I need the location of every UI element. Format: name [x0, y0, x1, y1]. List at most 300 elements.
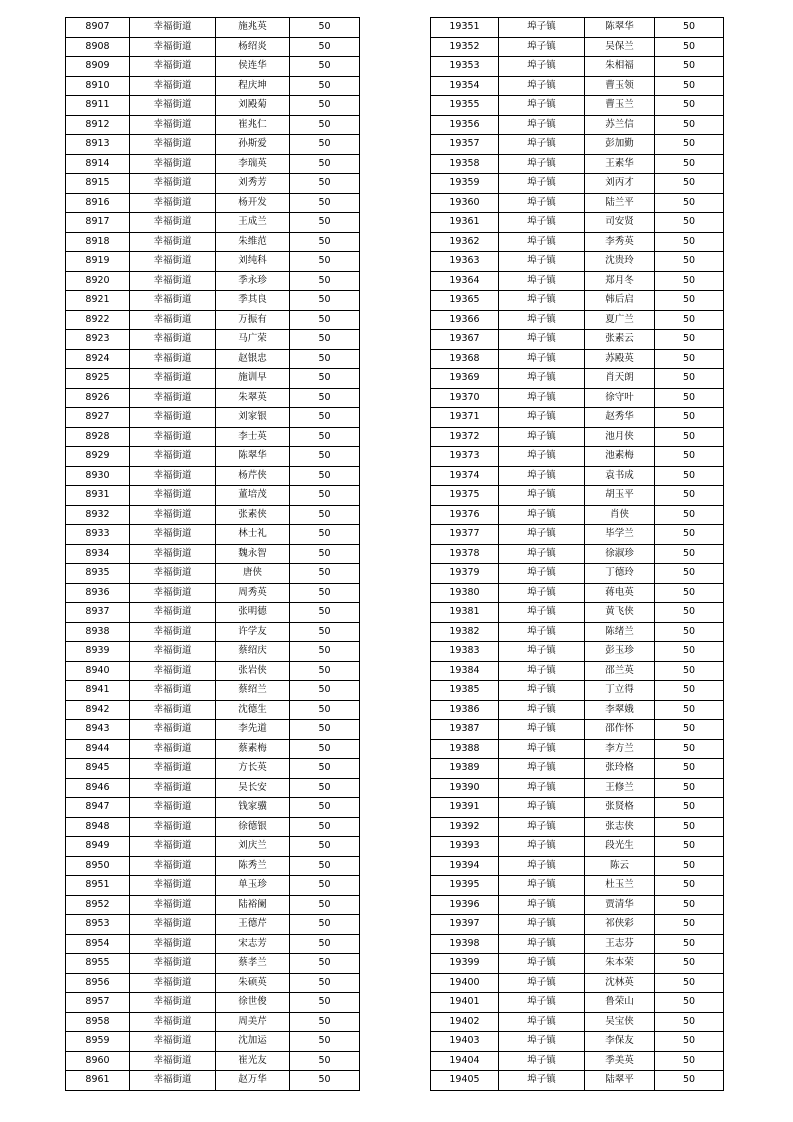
record-number-cell: 19358 — [431, 154, 499, 174]
amount-cell: 50 — [290, 798, 360, 818]
person-name-cell: 徐守叶 — [585, 388, 655, 408]
person-name-cell: 黄飞侠 — [585, 603, 655, 623]
record-number-cell: 19378 — [431, 544, 499, 564]
person-name-cell: 陈绪兰 — [585, 622, 655, 642]
table-row — [66, 408, 360, 428]
amount-cell: 50 — [655, 720, 724, 740]
table-row — [66, 759, 360, 779]
district-cell: 埠子镇 — [499, 154, 585, 174]
person-name-cell: 毕学兰 — [585, 525, 655, 545]
table-row — [66, 700, 360, 720]
table-row — [431, 876, 724, 896]
table-row — [431, 681, 724, 701]
record-number-cell: 19397 — [431, 915, 499, 935]
district-cell: 埠子镇 — [499, 720, 585, 740]
table-row — [66, 1051, 360, 1071]
record-number-cell: 19373 — [431, 447, 499, 467]
amount-cell: 50 — [655, 895, 724, 915]
record-number-cell: 8929 — [66, 447, 130, 467]
person-name-cell: 李先道 — [216, 720, 290, 740]
district-cell: 幸福街道 — [130, 193, 216, 213]
amount-cell: 50 — [290, 115, 360, 135]
record-number-cell: 8939 — [66, 642, 130, 662]
table-row — [431, 369, 724, 389]
table-row — [66, 642, 360, 662]
table-row — [66, 876, 360, 896]
table-row — [66, 193, 360, 213]
person-name-cell: 陈秀兰 — [216, 856, 290, 876]
amount-cell: 50 — [290, 310, 360, 330]
amount-cell: 50 — [290, 681, 360, 701]
person-name-cell: 刘秀芳 — [216, 174, 290, 194]
district-cell: 幸福街道 — [130, 76, 216, 96]
record-number-cell: 19359 — [431, 174, 499, 194]
table-row — [431, 427, 724, 447]
amount-cell: 50 — [290, 427, 360, 447]
district-cell: 幸福街道 — [130, 1051, 216, 1071]
person-name-cell: 丁立得 — [585, 681, 655, 701]
amount-cell: 50 — [655, 369, 724, 389]
district-cell: 埠子镇 — [499, 252, 585, 272]
table-row — [66, 154, 360, 174]
amount-cell: 50 — [655, 388, 724, 408]
record-number-cell: 19399 — [431, 954, 499, 974]
amount-cell: 50 — [290, 544, 360, 564]
amount-cell: 50 — [655, 622, 724, 642]
amount-cell: 50 — [655, 700, 724, 720]
amount-cell: 50 — [655, 934, 724, 954]
record-number-cell: 19380 — [431, 583, 499, 603]
record-number-cell: 19398 — [431, 934, 499, 954]
table-row — [66, 427, 360, 447]
amount-cell: 50 — [655, 544, 724, 564]
table-row — [431, 525, 724, 545]
amount-cell: 50 — [655, 427, 724, 447]
right-table — [430, 17, 724, 1091]
person-name-cell: 张岩侠 — [216, 661, 290, 681]
person-name-cell: 吴宝侠 — [585, 1012, 655, 1032]
district-cell: 埠子镇 — [499, 408, 585, 428]
table-row — [431, 213, 724, 233]
table-row — [431, 57, 724, 77]
table-row — [66, 973, 360, 993]
amount-cell: 50 — [655, 1071, 724, 1091]
district-cell: 幸福街道 — [130, 18, 216, 38]
table-row — [431, 408, 724, 428]
amount-cell: 50 — [290, 57, 360, 77]
record-number-cell: 19356 — [431, 115, 499, 135]
district-cell: 幸福街道 — [130, 837, 216, 857]
district-cell: 幸福街道 — [130, 213, 216, 233]
record-number-cell: 19372 — [431, 427, 499, 447]
table-row — [66, 564, 360, 584]
record-number-cell: 8955 — [66, 954, 130, 974]
record-number-cell: 8954 — [66, 934, 130, 954]
record-number-cell: 8960 — [66, 1051, 130, 1071]
record-number-cell: 19367 — [431, 330, 499, 350]
person-name-cell: 侯连华 — [216, 57, 290, 77]
amount-cell: 50 — [655, 759, 724, 779]
district-cell: 幸福街道 — [130, 759, 216, 779]
amount-cell: 50 — [655, 154, 724, 174]
amount-cell: 50 — [290, 232, 360, 252]
amount-cell: 50 — [655, 1012, 724, 1032]
amount-cell: 50 — [655, 291, 724, 311]
table-row — [66, 778, 360, 798]
amount-cell: 50 — [655, 583, 724, 603]
table-row — [66, 856, 360, 876]
table-row — [431, 759, 724, 779]
person-name-cell: 沈林英 — [585, 973, 655, 993]
amount-cell: 50 — [290, 603, 360, 623]
table-row — [431, 661, 724, 681]
district-cell: 幸福街道 — [130, 115, 216, 135]
amount-cell: 50 — [655, 408, 724, 428]
person-name-cell: 肖侠 — [585, 505, 655, 525]
amount-cell: 50 — [655, 915, 724, 935]
record-number-cell: 19402 — [431, 1012, 499, 1032]
person-name-cell: 张素侠 — [216, 505, 290, 525]
amount-cell: 50 — [290, 739, 360, 759]
district-cell: 埠子镇 — [499, 310, 585, 330]
district-cell: 埠子镇 — [499, 564, 585, 584]
person-name-cell: 张贤格 — [585, 798, 655, 818]
district-cell: 埠子镇 — [499, 934, 585, 954]
district-cell: 幸福街道 — [130, 37, 216, 57]
record-number-cell: 8949 — [66, 837, 130, 857]
record-number-cell: 8916 — [66, 193, 130, 213]
person-name-cell: 池月侠 — [585, 427, 655, 447]
table-row — [66, 505, 360, 525]
district-cell: 幸福街道 — [130, 915, 216, 935]
table-row — [66, 954, 360, 974]
table-row — [431, 837, 724, 857]
amount-cell: 50 — [290, 1012, 360, 1032]
table-row — [431, 193, 724, 213]
record-number-cell: 19383 — [431, 642, 499, 662]
table-row — [431, 18, 724, 38]
district-cell: 埠子镇 — [499, 447, 585, 467]
record-number-cell: 19354 — [431, 76, 499, 96]
person-name-cell: 马广荣 — [216, 330, 290, 350]
table-row — [66, 798, 360, 818]
district-cell: 埠子镇 — [499, 525, 585, 545]
person-name-cell: 曹玉兰 — [585, 96, 655, 116]
district-cell: 埠子镇 — [499, 681, 585, 701]
person-name-cell: 袁书成 — [585, 466, 655, 486]
district-cell: 幸福街道 — [130, 1032, 216, 1052]
district-cell: 幸福街道 — [130, 427, 216, 447]
person-name-cell: 杨开发 — [216, 193, 290, 213]
record-number-cell: 19384 — [431, 661, 499, 681]
amount-cell: 50 — [655, 447, 724, 467]
table-row — [431, 1071, 724, 1091]
table-row — [66, 388, 360, 408]
amount-cell: 50 — [290, 486, 360, 506]
amount-cell: 50 — [290, 700, 360, 720]
left-table-body — [66, 18, 360, 1091]
amount-cell: 50 — [655, 76, 724, 96]
person-name-cell: 祁侠彩 — [585, 915, 655, 935]
table-row — [431, 564, 724, 584]
person-name-cell: 胡玉平 — [585, 486, 655, 506]
amount-cell: 50 — [290, 349, 360, 369]
table-row — [66, 544, 360, 564]
district-cell: 幸福街道 — [130, 700, 216, 720]
table-row — [66, 330, 360, 350]
table-row — [66, 466, 360, 486]
district-cell: 埠子镇 — [499, 76, 585, 96]
district-cell: 幸福街道 — [130, 135, 216, 155]
person-name-cell: 王成兰 — [216, 213, 290, 233]
table-row — [431, 954, 724, 974]
table-row — [66, 37, 360, 57]
person-name-cell: 崔光友 — [216, 1051, 290, 1071]
district-cell: 埠子镇 — [499, 817, 585, 837]
record-number-cell: 19364 — [431, 271, 499, 291]
amount-cell: 50 — [655, 564, 724, 584]
amount-cell: 50 — [290, 915, 360, 935]
person-name-cell: 施兆英 — [216, 18, 290, 38]
table-row — [66, 681, 360, 701]
table-row — [431, 583, 724, 603]
district-cell: 幸福街道 — [130, 252, 216, 272]
table-row — [431, 739, 724, 759]
record-number-cell: 19404 — [431, 1051, 499, 1071]
district-cell: 幸福街道 — [130, 447, 216, 467]
record-number-cell: 8911 — [66, 96, 130, 116]
district-cell: 埠子镇 — [499, 700, 585, 720]
record-number-cell: 19395 — [431, 876, 499, 896]
record-number-cell: 8944 — [66, 739, 130, 759]
record-number-cell: 19352 — [431, 37, 499, 57]
record-number-cell: 19393 — [431, 837, 499, 857]
record-number-cell: 19401 — [431, 993, 499, 1013]
person-name-cell: 季永珍 — [216, 271, 290, 291]
person-name-cell: 蔡绍庆 — [216, 642, 290, 662]
table-row — [431, 232, 724, 252]
record-number-cell: 19389 — [431, 759, 499, 779]
record-number-cell: 8948 — [66, 817, 130, 837]
record-number-cell: 8919 — [66, 252, 130, 272]
amount-cell: 50 — [655, 798, 724, 818]
amount-cell: 50 — [655, 681, 724, 701]
table-row — [431, 973, 724, 993]
person-name-cell: 吴保兰 — [585, 37, 655, 57]
person-name-cell: 肖天朗 — [585, 369, 655, 389]
record-number-cell: 19382 — [431, 622, 499, 642]
district-cell: 埠子镇 — [499, 369, 585, 389]
person-name-cell: 单玉珍 — [216, 876, 290, 896]
amount-cell: 50 — [290, 622, 360, 642]
record-number-cell: 19391 — [431, 798, 499, 818]
record-number-cell: 8942 — [66, 700, 130, 720]
district-cell: 幸福街道 — [130, 856, 216, 876]
person-name-cell: 沈贵玲 — [585, 252, 655, 272]
district-cell: 幸福街道 — [130, 954, 216, 974]
record-number-cell: 19388 — [431, 739, 499, 759]
person-name-cell: 张素云 — [585, 330, 655, 350]
district-cell: 幸福街道 — [130, 544, 216, 564]
amount-cell: 50 — [655, 213, 724, 233]
district-cell: 埠子镇 — [499, 1032, 585, 1052]
table-row — [66, 603, 360, 623]
person-name-cell: 赵万华 — [216, 1071, 290, 1091]
person-name-cell: 蒋电英 — [585, 583, 655, 603]
person-name-cell: 蔡绍兰 — [216, 681, 290, 701]
amount-cell: 50 — [290, 466, 360, 486]
table-row — [431, 271, 724, 291]
table-row — [66, 583, 360, 603]
record-number-cell: 19360 — [431, 193, 499, 213]
person-name-cell: 鲁荣山 — [585, 993, 655, 1013]
record-number-cell: 8932 — [66, 505, 130, 525]
table-row — [431, 135, 724, 155]
amount-cell: 50 — [655, 856, 724, 876]
table-row — [66, 739, 360, 759]
person-name-cell: 赵秀华 — [585, 408, 655, 428]
district-cell: 埠子镇 — [499, 1071, 585, 1091]
person-name-cell: 徐淑珍 — [585, 544, 655, 564]
district-cell: 埠子镇 — [499, 993, 585, 1013]
person-name-cell: 曹玉领 — [585, 76, 655, 96]
person-name-cell: 董培茂 — [216, 486, 290, 506]
person-name-cell: 李保友 — [585, 1032, 655, 1052]
table-row — [431, 915, 724, 935]
record-number-cell: 8951 — [66, 876, 130, 896]
table-row — [431, 895, 724, 915]
table-row — [66, 1071, 360, 1091]
district-cell: 幸福街道 — [130, 1012, 216, 1032]
person-name-cell: 崔兆仁 — [216, 115, 290, 135]
record-number-cell: 8925 — [66, 369, 130, 389]
table-row — [431, 447, 724, 467]
district-cell: 埠子镇 — [499, 291, 585, 311]
table-row — [431, 466, 724, 486]
person-name-cell: 杜玉兰 — [585, 876, 655, 896]
amount-cell: 50 — [290, 934, 360, 954]
record-number-cell: 8937 — [66, 603, 130, 623]
district-cell: 埠子镇 — [499, 915, 585, 935]
table-row — [431, 486, 724, 506]
person-name-cell: 李方兰 — [585, 739, 655, 759]
amount-cell: 50 — [290, 954, 360, 974]
table-row — [66, 135, 360, 155]
record-number-cell: 8956 — [66, 973, 130, 993]
amount-cell: 50 — [290, 661, 360, 681]
person-name-cell: 司安贤 — [585, 213, 655, 233]
person-name-cell: 万振有 — [216, 310, 290, 330]
amount-cell: 50 — [290, 408, 360, 428]
amount-cell: 50 — [655, 1051, 724, 1071]
amount-cell: 50 — [655, 486, 724, 506]
table-row — [431, 934, 724, 954]
district-cell: 埠子镇 — [499, 778, 585, 798]
person-name-cell: 季美英 — [585, 1051, 655, 1071]
district-cell: 埠子镇 — [499, 583, 585, 603]
record-number-cell: 19353 — [431, 57, 499, 77]
amount-cell: 50 — [290, 505, 360, 525]
record-number-cell: 19355 — [431, 96, 499, 116]
amount-cell: 50 — [655, 271, 724, 291]
record-number-cell: 8936 — [66, 583, 130, 603]
table-row — [66, 1032, 360, 1052]
district-cell: 埠子镇 — [499, 954, 585, 974]
person-name-cell: 朱本荣 — [585, 954, 655, 974]
person-name-cell: 陆兰平 — [585, 193, 655, 213]
amount-cell: 50 — [655, 505, 724, 525]
district-cell: 幸福街道 — [130, 778, 216, 798]
amount-cell: 50 — [290, 1032, 360, 1052]
record-number-cell: 8945 — [66, 759, 130, 779]
person-name-cell: 赵银忠 — [216, 349, 290, 369]
district-cell: 幸福街道 — [130, 505, 216, 525]
amount-cell: 50 — [290, 291, 360, 311]
amount-cell: 50 — [655, 603, 724, 623]
district-cell: 埠子镇 — [499, 213, 585, 233]
table-row — [66, 915, 360, 935]
district-cell: 埠子镇 — [499, 193, 585, 213]
person-name-cell: 陈翠华 — [216, 447, 290, 467]
table-row — [66, 934, 360, 954]
district-cell: 埠子镇 — [499, 174, 585, 194]
person-name-cell: 张明德 — [216, 603, 290, 623]
table-row — [431, 76, 724, 96]
amount-cell: 50 — [290, 154, 360, 174]
amount-cell: 50 — [290, 1051, 360, 1071]
record-number-cell: 8908 — [66, 37, 130, 57]
record-number-cell: 8958 — [66, 1012, 130, 1032]
district-cell: 埠子镇 — [499, 96, 585, 116]
table-row — [431, 642, 724, 662]
record-number-cell: 8950 — [66, 856, 130, 876]
person-name-cell: 苏殿英 — [585, 349, 655, 369]
amount-cell: 50 — [290, 993, 360, 1013]
district-cell: 埠子镇 — [499, 622, 585, 642]
table-row — [66, 525, 360, 545]
person-name-cell: 李士英 — [216, 427, 290, 447]
district-cell: 幸福街道 — [130, 466, 216, 486]
amount-cell: 50 — [290, 837, 360, 857]
right-table-body — [431, 18, 724, 1091]
amount-cell: 50 — [290, 720, 360, 740]
person-name-cell: 邵兰英 — [585, 661, 655, 681]
record-number-cell: 19403 — [431, 1032, 499, 1052]
person-name-cell: 刘纯科 — [216, 252, 290, 272]
table-row — [431, 96, 724, 116]
person-name-cell: 张玲格 — [585, 759, 655, 779]
record-number-cell: 19390 — [431, 778, 499, 798]
record-number-cell: 8935 — [66, 564, 130, 584]
record-number-cell: 19374 — [431, 466, 499, 486]
table-row — [431, 622, 724, 642]
amount-cell: 50 — [655, 330, 724, 350]
person-name-cell: 陆裕阑 — [216, 895, 290, 915]
person-name-cell: 王德芹 — [216, 915, 290, 935]
district-cell: 埠子镇 — [499, 642, 585, 662]
record-number-cell: 19366 — [431, 310, 499, 330]
record-number-cell: 8917 — [66, 213, 130, 233]
record-number-cell: 8931 — [66, 486, 130, 506]
person-name-cell: 唐侠 — [216, 564, 290, 584]
person-name-cell: 徐德银 — [216, 817, 290, 837]
district-cell: 幸福街道 — [130, 154, 216, 174]
district-cell: 埠子镇 — [499, 505, 585, 525]
district-cell: 幸福街道 — [130, 817, 216, 837]
person-name-cell: 林士礼 — [216, 525, 290, 545]
district-cell: 埠子镇 — [499, 759, 585, 779]
amount-cell: 50 — [655, 96, 724, 116]
